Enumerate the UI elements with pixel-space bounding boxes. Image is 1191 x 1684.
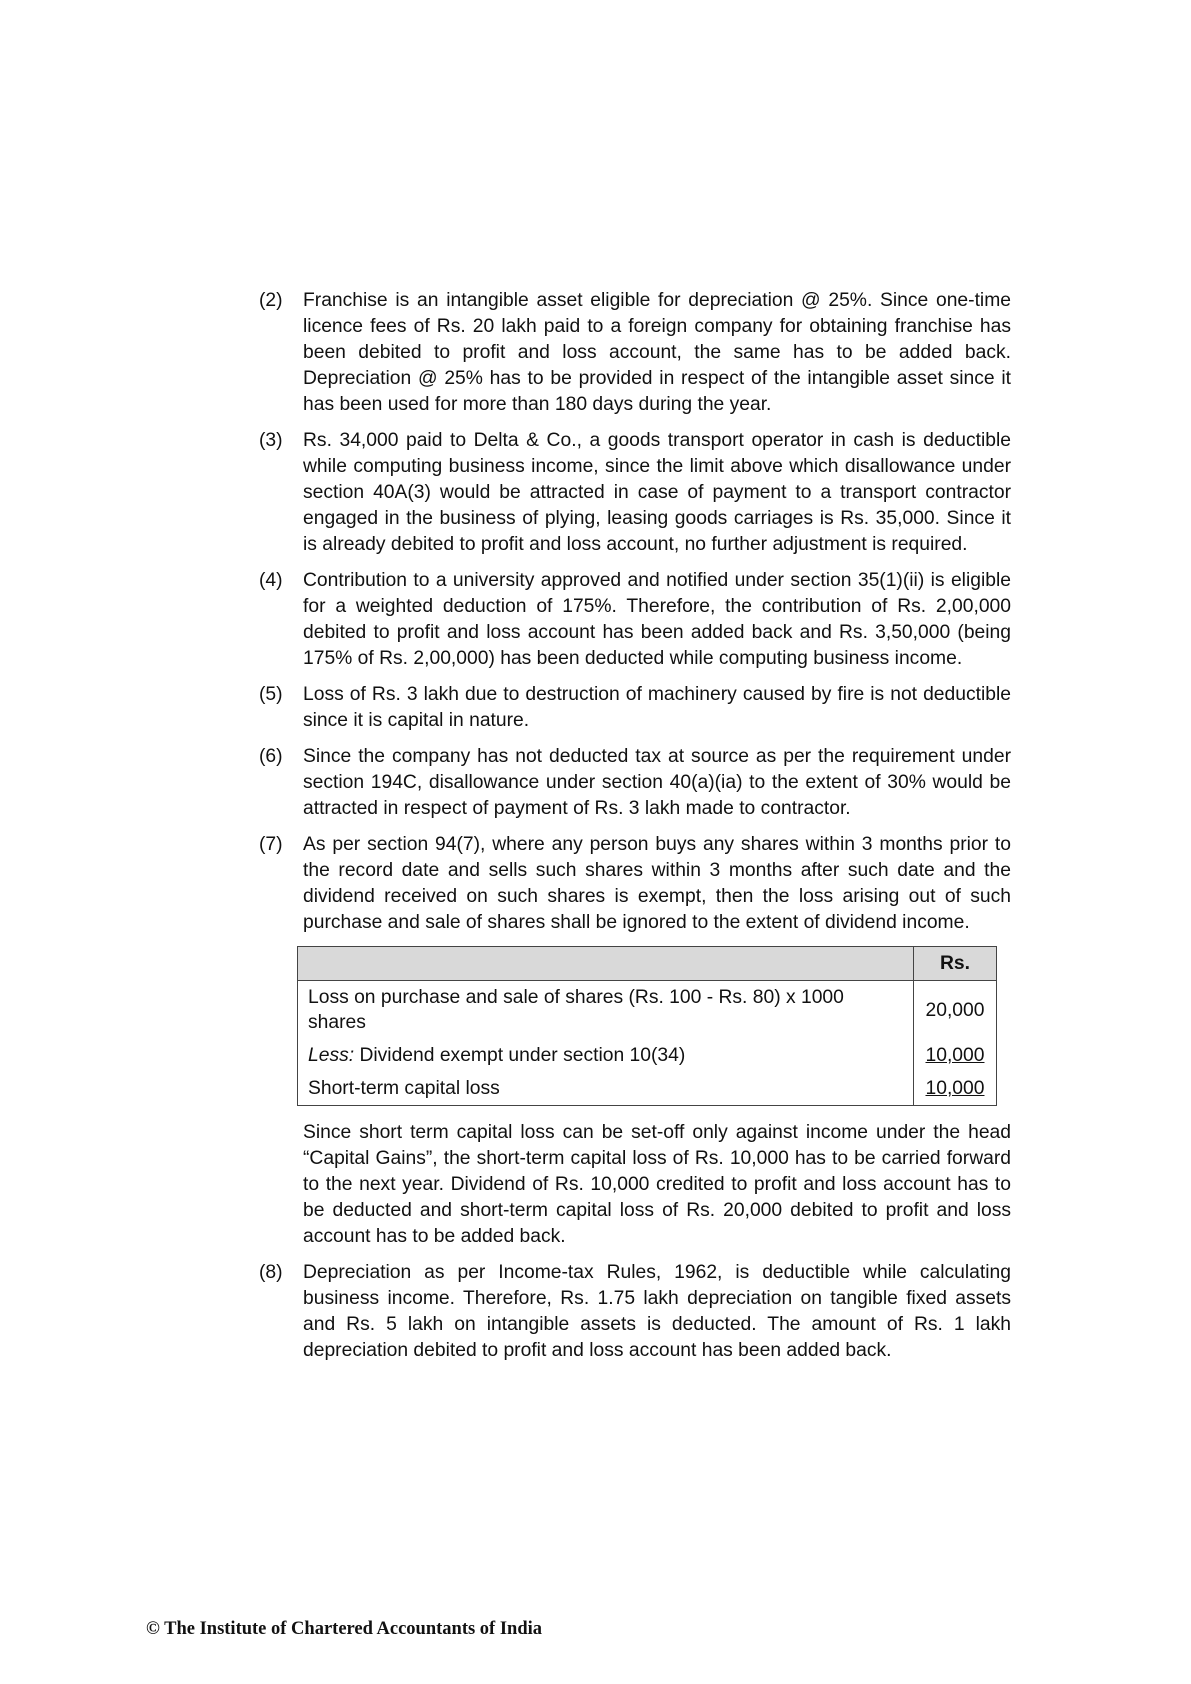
note-number: (8) — [259, 1262, 283, 1283]
table-header-row — [298, 947, 997, 981]
note-text: Since the company has not deducted tax at source as per the requirement under section 194C, disallowance under section 40(a)(ia) to the extent of 30% would be attracted in respect of payment of Rs. 3 lakh made to contractor. — [303, 746, 1011, 819]
row-amount: 10,000 — [925, 1045, 985, 1066]
row-label: Short-term capital loss — [298, 1072, 914, 1106]
row-amount: 20,000 — [914, 981, 997, 1040]
note-text: Loss of Rs. 3 lakh due to destruction of machinery caused by fire is not deductible since it is capital in nature. — [303, 684, 1011, 731]
note-text: Contribution to a university approved and notified under section 35(1)(ii) is eligible for a weighted deduction of 175%. Therefore, the contribution of Rs. 2,00,000 debited to profit and loss account has been added back and Rs. 3,50,000 (being 175% of Rs. 2,00,000) has been deducted while computing business income. — [303, 570, 1011, 669]
amount-column-header: Rs. — [914, 947, 997, 981]
table-row — [298, 981, 997, 1040]
note-text: Depreciation as per Income-tax Rules, 1962, is deductible while calculating business income. Therefore, Rs. 1.75 lakh depreciation on tangible fixed assets and Rs. 5 lakh on intangible assets is deducted. The amount of Rs. 1 lakh depreciation debited to profit and loss account has been added back. — [303, 1262, 1011, 1361]
note-text: As per section 94(7), where any person buys any shares within 3 months prior to the record date and sells such shares within 3 months after such date and the dividend received on such shares is exempt, then the loss arising out of such purchase and sale of shares shall be ignored to the extent of dividend income. — [303, 834, 1011, 933]
note-text: Franchise is an intangible asset eligible for depreciation @ 25%. Since one-time licence fees of Rs. 20 lakh paid to a foreign company for obtaining franchise has been debited to profit and loss account, the same has to be added back. Depreciation @ 25% has to be provided in respect of the intangible asset since it has been used for more than 180 days during the year. — [303, 290, 1011, 415]
note-3 — [259, 428, 1011, 558]
note-text: Rs. 34,000 paid to Delta & Co., a goods transport operator in cash is deductible while computing business income, since the limit above which disallowance under section 40A(3) would be attracted in case of payment to a transport contractor engaged in the business of plying, leasing goods carriages is Rs. 35,000. Since it is already debited to profit and loss account, no further adjustment is required. — [303, 430, 1011, 555]
note-number: (4) — [259, 570, 283, 591]
row-amount: 10,000 — [925, 1078, 985, 1099]
note-5 — [259, 682, 1011, 734]
less-prefix: Less: — [308, 1045, 355, 1066]
row-label: Less: Dividend exempt under section 10(34) — [298, 1039, 914, 1072]
note-number: (5) — [259, 684, 283, 705]
note-4 — [259, 568, 1011, 672]
note-6 — [259, 744, 1011, 822]
note-8 — [259, 1260, 1011, 1364]
document-body — [259, 288, 1011, 1374]
copyright-footer: © The Institute of Chartered Accountants of India — [146, 1619, 543, 1639]
note-text-continued: Since short term capital loss can be set-off only against income under the head “Capital Gains”, the short-term capital loss of Rs. 10,000 has to be carried forward to the next year. Dividend of Rs. 10,000 credited to profit and loss account has to be deducted and short-term capital loss of Rs. 20,000 debited to profit and loss account has to be added back. — [303, 1122, 1011, 1247]
note-7 — [259, 832, 1011, 1250]
note-2 — [259, 288, 1011, 418]
note-number: (3) — [259, 430, 283, 451]
note-number: (2) — [259, 290, 283, 311]
table-row — [298, 1039, 997, 1072]
note-number: (7) — [259, 834, 283, 855]
row-label: Loss on purchase and sale of shares (Rs. 100 - Rs. 80) x 1000 shares — [298, 981, 914, 1040]
table-row — [298, 1072, 997, 1106]
note-number: (6) — [259, 746, 283, 767]
capital-loss-table — [297, 946, 997, 1106]
